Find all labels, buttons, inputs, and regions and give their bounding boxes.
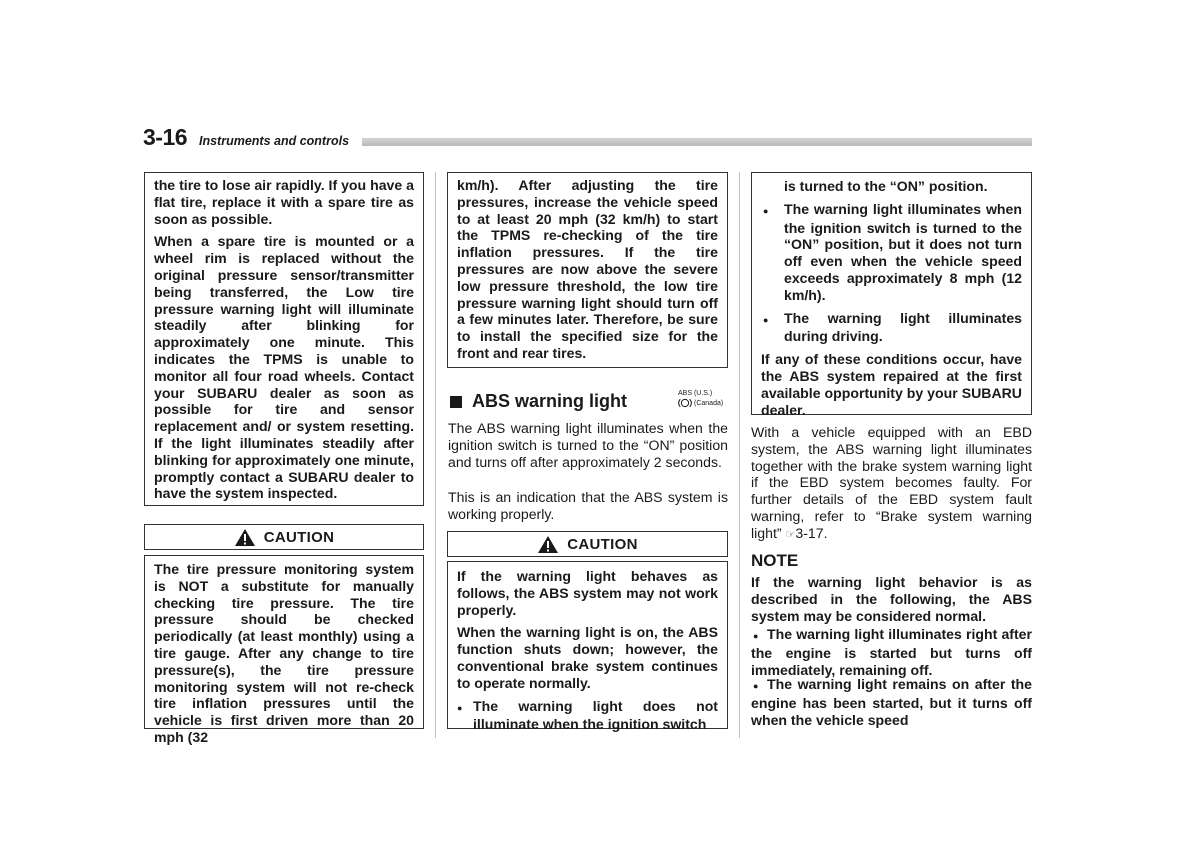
abs-body-2: This is an indication that the ABS system is working properly. (448, 489, 728, 522)
note-heading: NOTE (751, 551, 799, 570)
caution-text: If any of these conditions occur, have the ABS system repaired at the first available opportunity by your SUBARU dealer. (761, 351, 1022, 418)
abs-lamp-canada-icon (678, 398, 692, 408)
abs-caution-box (447, 561, 728, 733)
caution-header (447, 531, 728, 557)
tpms-continued-box (447, 172, 728, 368)
abs-section-heading (450, 391, 627, 412)
page-reference-icon: ☞ (785, 528, 796, 541)
caution-label: CAUTION (263, 528, 335, 546)
bullet-icon: ● (753, 681, 759, 691)
box-paragraph: km/h). After adjusting the tire pressures, increase the vehicle speed to at least 20 mph (32 km/h) to start the TPMS re-checking of the tire inflation pressures. If the tire pressures are now above the severe low pressure threshold, the low tire pressure warning light should turn off a few minutes later. Therefore, be sure to install the specified size for the front and rear tires. (457, 177, 718, 361)
bullet-icon: ● (763, 314, 769, 325)
page-reference: 3-17. (795, 524, 828, 541)
caution-bullet-continued: is turned to the “ON” position. (784, 178, 988, 194)
caution-text: If the warning light behaves as follows, the ABS system may not work properly. (457, 568, 718, 618)
tpms-warning-box (144, 172, 424, 506)
caution-bullet: ● The warning light illuminates during driving. (763, 309, 1022, 345)
caution-box (144, 555, 424, 745)
bullet-icon: ● (457, 702, 463, 713)
note-bullet: ● The warning light remains on after the engine has been started, but it turns off when the vehicle speed (751, 676, 1032, 728)
section-title: Instruments and controls (199, 134, 350, 148)
note-bullet: ● The warning light illuminates right after the engine is started but turns off immediately, remaining off. (751, 626, 1032, 678)
header-rule (362, 138, 1032, 146)
page-number: 3-16 (143, 124, 188, 150)
bullet-icon: ● (753, 631, 759, 641)
warning-triangle-icon (537, 535, 559, 554)
bullet-icon: ● (763, 205, 769, 216)
section-heading-text: ABS warning light (472, 391, 627, 411)
section-bullet-square (450, 396, 462, 408)
caution-text: When the warning light is on, the ABS function shuts down; however, the conventional brake system continues to operate normally. (457, 624, 718, 691)
warning-triangle-icon (234, 528, 256, 547)
box-paragraph: When a spare tire is mounted or a wheel rim is replaced without the original pressure sensor/transmitter being transferred, the Low tire pressure warning light will illuminate steadily after blinking for approximately one minute. This indicates the TPMS is unable to monitor all four road wheels. Contact your SUBARU dealer as soon as possible for tire and sensor replacement and/ or system resetting. If the light illuminates steadily after blinking for approximately one minute, promptly contact a SUBARU dealer to have the system inspected. (154, 233, 414, 502)
abs-lamp-canada: (Canada) (694, 399, 724, 407)
ebd-body: With a vehicle equipped with an EBD system, the ABS warning light illuminates together with the brake system warning light if the EBD system becomes faulty. For further details of the EBD system fault warning, refer to “Brake system warning light” ☞3-17. (751, 424, 1032, 544)
abs-lamp-us: ABS (U.S.) (678, 390, 713, 397)
caution-bullet: ● The warning light illuminates when the ignition switch is turned to the “ON” position, but it does not turn off even when the vehicle speed exceeds approximately 8 mph (12 km/h). (763, 200, 1022, 303)
abs-lamp-legend (678, 389, 723, 408)
caution-header (144, 524, 424, 550)
box-paragraph: the tire to lose air rapidly. If you have a flat tire, replace it with a spare tire as soon as possible. (154, 177, 414, 227)
caution-label: CAUTION (567, 535, 638, 553)
note-paragraph: If the warning light behavior is as described in the following, the ABS system may be considered normal. (751, 574, 1032, 624)
caution-text: The tire pressure monitoring system is NOT a substitute for manually checking tire pressure. The tire pressure should be checked periodically (at least monthly) using a tire gauge. After any change to tire pressure(s), the tire pressure monitoring system will not re-check tire inflation pressures until the vehicle is first driven more than 20 mph (32 (154, 561, 414, 745)
caution-bullet: ● The warning light does not illuminate when the ignition switch (457, 697, 718, 733)
column-divider-1 (435, 172, 436, 738)
column-divider-2 (739, 172, 740, 738)
abs-body-1: The ABS warning light illuminates when the ignition switch is turned to the “ON” position and turns off after approximately 2 seconds. (448, 420, 728, 470)
abs-caution-continued-box (751, 172, 1032, 418)
